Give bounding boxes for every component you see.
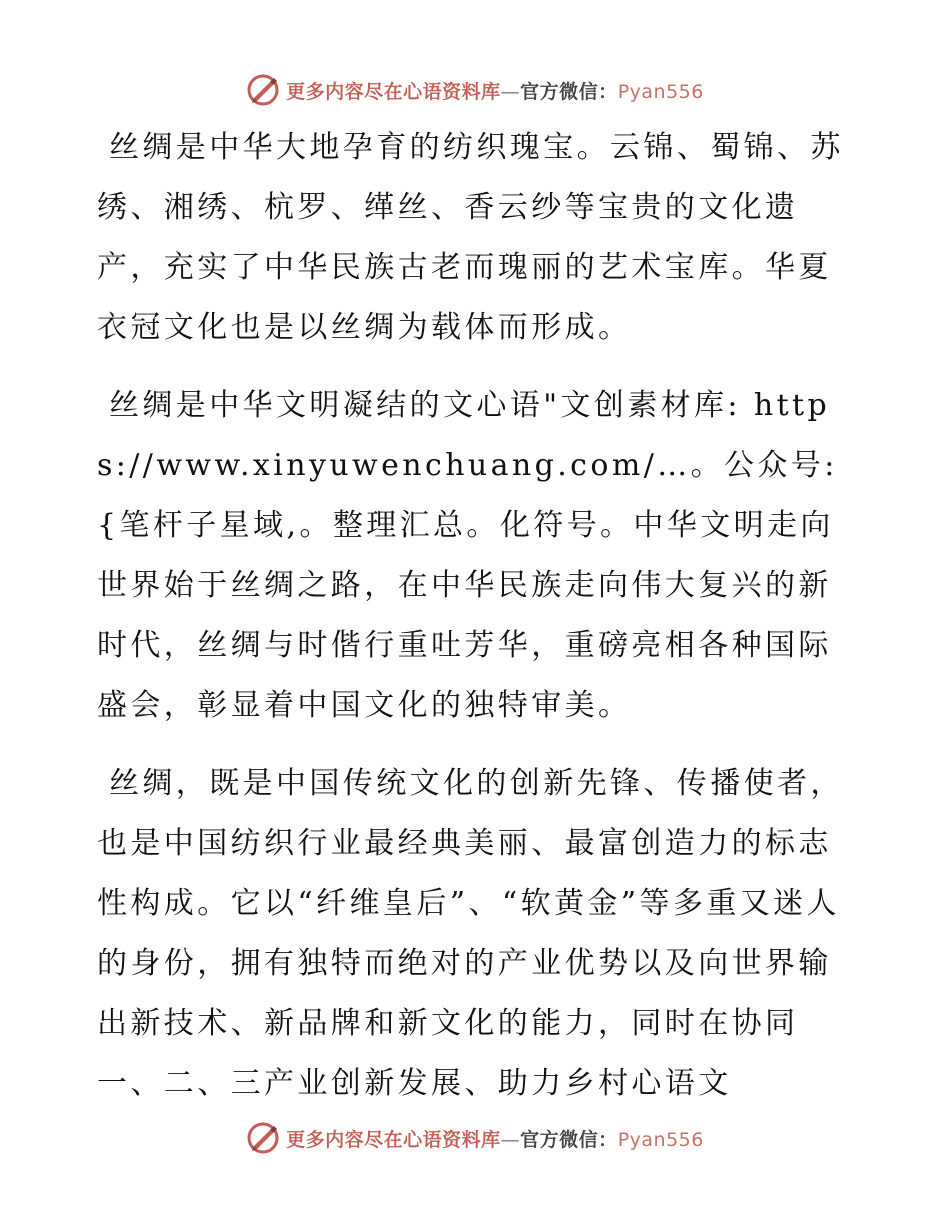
document-body bbox=[97, 118, 852, 1132]
footer-dash: — bbox=[500, 1128, 521, 1151]
footer-site-text: 更多内容尽在心语资料库 bbox=[286, 1128, 501, 1151]
paragraph-2: 丝绸是中华文明凝结的文心语"文创素材库: https://www.xinyuwenchuang.com/…。公众号: {笔杆子星域,。整理汇总。化符号。中华文明走向世界始于丝绸之路，在中华民族走向伟大复兴的新时代，丝绸与时偕行重吐芳华，重磅亮相各种国际盛会，彰显着中国文化的独特审美。 bbox=[97, 388, 838, 723]
paragraph-1: 丝绸是中华大地孕育的纺织瑰宝。云锦、蜀锦、苏绣、湘绣、杭罗、缂丝、香云纱等宝贵的文化遗产，充实了中华民族古老而瑰丽的艺术宝库。华夏衣冠文化也是以丝绸为载体而形成。 bbox=[97, 130, 844, 345]
header-banner bbox=[0, 70, 950, 110]
footer-banner bbox=[0, 1118, 950, 1158]
header-wechat-id: Pyan556 bbox=[617, 80, 704, 103]
pen-logo-icon bbox=[246, 1121, 280, 1155]
footer-wechat-id: Pyan556 bbox=[617, 1128, 704, 1151]
paragraph-3: 丝绸，既是中国传统文化的创新先锋、传播使者，也是中国纺织行业最经典美丽、最富创造力的标志性构成。它以“纤维皇后”、“软黄金”等多重又迷人的身份，拥有独特而绝对的产业优势以及向世界输出新技术、新品牌和新文化的能力，同时在协同一、二、三产业创新发展、助力乡村心语文 bbox=[97, 766, 844, 1101]
footer-banner-text bbox=[286, 1125, 704, 1152]
pen-logo-icon bbox=[246, 73, 280, 107]
header-dash: — bbox=[500, 80, 521, 103]
header-official-label: 官方微信： bbox=[520, 80, 618, 103]
header-site-text: 更多内容尽在心语资料库 bbox=[286, 80, 501, 103]
footer-official-label: 官方微信： bbox=[520, 1128, 618, 1151]
header-banner-text bbox=[286, 77, 704, 104]
